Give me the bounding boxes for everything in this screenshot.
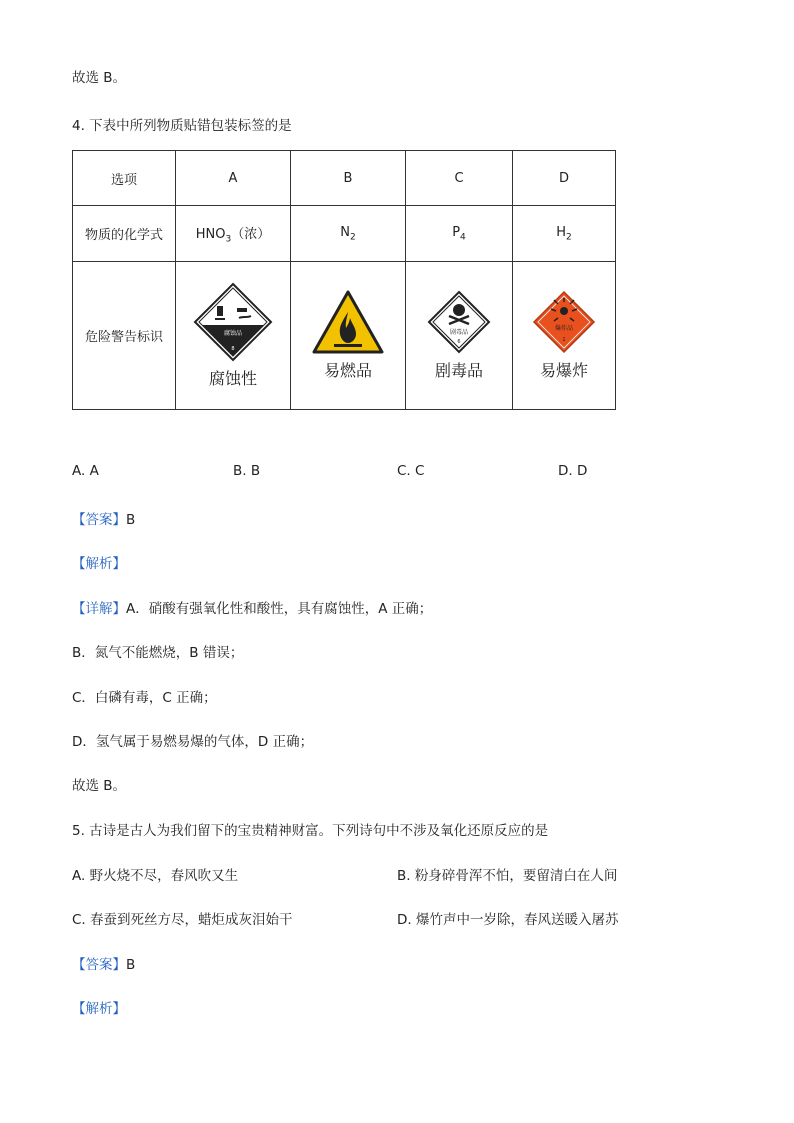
answer-value: B [126, 957, 136, 973]
option-a: A. A [72, 463, 99, 479]
sign-label: 腐蚀品 [223, 330, 243, 337]
formula-sub: 2 [350, 232, 356, 243]
question-4: 4. 下表中所列物质贴错包装标签的是 [72, 118, 292, 134]
sign-label: 剧毒品 [449, 329, 469, 336]
text-line: D．氢气属于易燃易爆的气体，D 正确； [72, 734, 314, 750]
option-d: D. D [558, 463, 588, 479]
table-row [73, 206, 616, 262]
table-row [73, 262, 616, 410]
option-c: C. C [397, 463, 425, 479]
analysis-tag: 【解析】 [72, 1001, 126, 1017]
table-cell: 危险警告标识 [73, 262, 176, 410]
sign-caption: 剧毒品 [434, 361, 483, 380]
option-a: A. 野火烧不尽，春风吹又生 [72, 868, 239, 884]
answer-value: B [126, 512, 136, 528]
table-cell: 选项 [73, 151, 176, 206]
text-line: B．氮气不能燃烧，B 错误； [72, 645, 244, 661]
table-cell: 物质的化学式 [73, 206, 176, 262]
detail-tag: 【详解】 [72, 601, 126, 617]
table-cell: C [406, 151, 513, 206]
detail-line [72, 597, 432, 617]
explosive-icon [532, 290, 596, 354]
formula-text: N [340, 224, 350, 240]
formula-text: P [452, 224, 461, 240]
answer-tag: 【答案】 [72, 512, 126, 528]
table-cell: B [291, 151, 406, 206]
table-cell: A [176, 151, 291, 206]
formula-cell-a [176, 206, 291, 262]
text-line: 故选 B。 [72, 70, 127, 86]
text-line: C．白磷有毒，C 正确； [72, 690, 217, 706]
sign-caption: 腐蚀性 [208, 369, 257, 388]
sign-cell-c [406, 262, 513, 410]
answer-line [72, 508, 135, 528]
sign-caption: 易燃品 [323, 361, 372, 380]
toxic-skull-icon [427, 290, 491, 354]
detail-text: A．硝酸有强氧化性和酸性，具有腐蚀性，A 正确； [126, 601, 433, 617]
formula-sub: 4 [460, 232, 466, 243]
hazard-table [72, 150, 616, 410]
formula-text: HNO [195, 226, 226, 242]
sign-number: 1 [562, 337, 566, 343]
option-d: D. 爆竹声中一岁除，春风送暖入屠苏 [397, 912, 619, 928]
analysis-tag: 【解析】 [72, 556, 126, 572]
sign-number: 6 [457, 339, 461, 345]
table-cell: D [513, 151, 616, 206]
formula-sub: 3 [225, 234, 232, 245]
question-5: 5. 古诗是古人为我们留下的宝贵精神财富。下列诗句中不涉及氧化还原反应的是 [72, 823, 549, 839]
formula-cell-d [513, 206, 616, 262]
formula-sub: 2 [566, 232, 572, 243]
text-line: 故选 B。 [72, 778, 127, 794]
sign-number: 8 [231, 346, 235, 352]
answer-line [72, 953, 135, 973]
sign-caption: 易爆炸 [539, 361, 588, 380]
corrosive-icon [193, 282, 273, 362]
flammable-icon [312, 290, 384, 354]
option-c: C. 春蚕到死丝方尽，蜡炬成灰泪始干 [72, 912, 293, 928]
sign-cell-b [291, 262, 406, 410]
sign-label: 爆炸品 [554, 325, 574, 332]
formula-cell-c [406, 206, 513, 262]
option-b: B. B [233, 463, 261, 479]
formula-note: （浓） [231, 226, 271, 242]
sign-cell-a [176, 262, 291, 410]
sign-cell-d [513, 262, 616, 410]
formula-text: H [556, 224, 567, 240]
formula-cell-b [291, 206, 406, 262]
option-b: B. 粉身碎骨浑不怕，要留清白在人间 [397, 868, 618, 884]
answer-tag: 【答案】 [72, 957, 126, 973]
table-row [73, 151, 616, 206]
